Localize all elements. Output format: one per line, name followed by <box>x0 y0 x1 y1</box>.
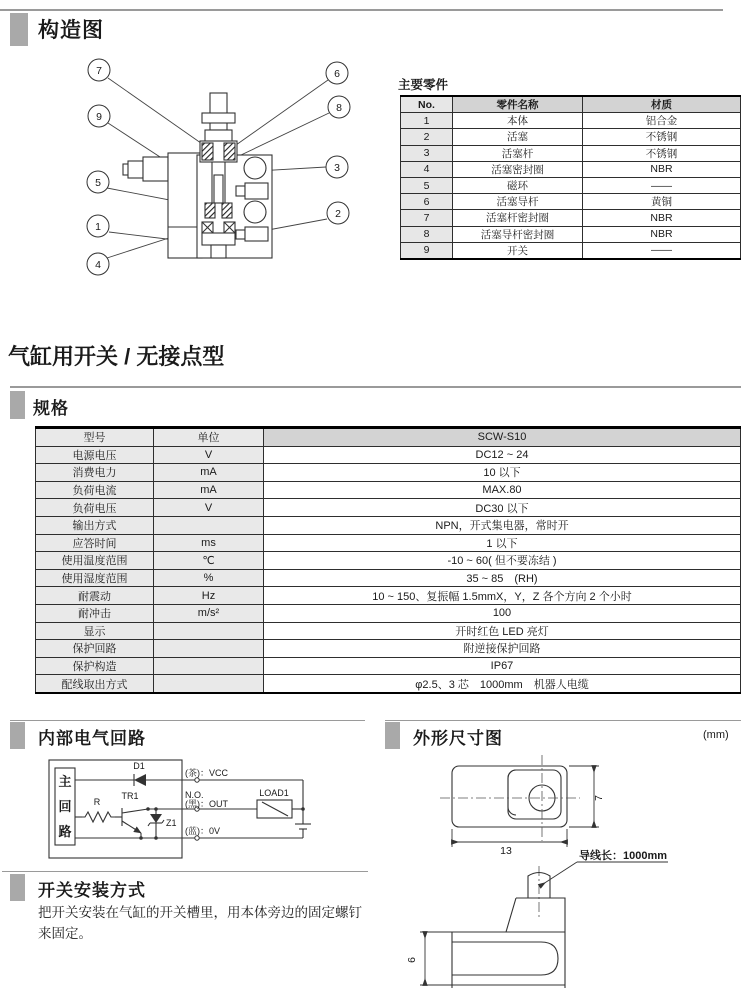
parts-row <box>401 113 741 129</box>
callout-9: 9 <box>96 111 102 123</box>
spec-row <box>36 464 741 482</box>
spec-header-model: 型号 <box>36 428 154 447</box>
dimension-lines <box>420 766 599 985</box>
spec-unit: Hz <box>154 587 264 605</box>
svg-text:主: 主 <box>58 774 72 789</box>
spec-unit: mA <box>154 481 264 499</box>
svg-text:回: 回 <box>58 799 72 814</box>
mounting-top-rule <box>2 871 368 872</box>
main-circuit-label <box>58 774 71 839</box>
lead-length-callout <box>540 848 668 886</box>
product-heading: 气缸用开关 / 无接点型 <box>8 344 225 369</box>
part-material: NBR <box>583 226 741 242</box>
cylinder-body-drawing <box>123 93 272 258</box>
part-name: 活塞杆 <box>453 145 583 161</box>
side-view <box>452 873 565 989</box>
parts-title: 主要零件 <box>398 78 449 92</box>
callout-7: 7 <box>96 65 102 77</box>
spec-unit: V <box>154 499 264 517</box>
callout-8: 8 <box>336 102 342 114</box>
section-marker-circuit <box>10 722 25 749</box>
part-name: 活塞密封圈 <box>453 161 583 177</box>
parts-table <box>400 95 741 260</box>
spec-label: 使用温度范围 <box>36 552 154 570</box>
callout-5: 5 <box>95 177 101 189</box>
callout-1: 1 <box>95 221 101 233</box>
label-vcc: (茶)：VCC <box>185 768 228 778</box>
part-name: 本体 <box>453 113 583 129</box>
parts-row <box>401 210 741 226</box>
part-name: 开关 <box>453 242 583 259</box>
spec-unit: V <box>154 446 264 464</box>
parts-header-no: No. <box>401 96 453 113</box>
parts-header-name: 零件名称 <box>453 96 583 113</box>
spec-label: 保护回路 <box>36 640 154 658</box>
spec-label: 耐震动 <box>36 587 154 605</box>
label-load1: LOAD1 <box>259 788 289 798</box>
specs-section-title: 规格 <box>33 399 69 418</box>
label-out: (黑)：OUT <box>185 799 228 809</box>
label-r: R <box>93 797 101 807</box>
spec-value: 10 以下 <box>264 464 741 482</box>
spec-label: 配线取出方式 <box>36 675 154 693</box>
parts-row <box>401 145 741 161</box>
mounting-instructions: 把开关安装在气缸的开关槽里，用本体旁边的固定螺钉来固定。 <box>38 905 362 941</box>
part-no: 2 <box>401 129 453 145</box>
spec-value: 10 ~ 150、复振幅 1.5mmX，Y，Z 各个方向 2 个小时 <box>264 587 741 605</box>
parts-row <box>401 194 741 210</box>
spec-label: 显示 <box>36 622 154 640</box>
spec-row <box>36 675 741 693</box>
spec-row <box>36 569 741 587</box>
spec-row <box>36 552 741 570</box>
spec-value: 附逆接保护回路 <box>264 640 741 658</box>
structure-diagram <box>60 55 380 300</box>
spec-row <box>36 481 741 499</box>
spec-row <box>36 657 741 675</box>
part-material: —— <box>583 242 741 259</box>
part-name: 活塞导杆密封圈 <box>453 226 583 242</box>
part-no: 4 <box>401 161 453 177</box>
dims-top-rule <box>385 720 741 721</box>
lead-length-label: 导线长：1000mm <box>579 850 668 862</box>
callout-4: 4 <box>95 259 101 271</box>
part-no: 3 <box>401 145 453 161</box>
circuit-top-rule <box>10 720 365 721</box>
part-material: 铝合金 <box>583 113 741 129</box>
label-no: N.O. <box>185 790 204 800</box>
label-z1: Z1 <box>166 818 177 828</box>
section-marker-mounting <box>10 874 25 901</box>
spec-value: IP67 <box>264 657 741 675</box>
spec-label: 输出方式 <box>36 516 154 534</box>
spec-unit <box>154 622 264 640</box>
label-ov: (蓝)：0V <box>185 826 221 836</box>
parts-header-material: 材质 <box>583 96 741 113</box>
part-name: 活塞导杆 <box>453 194 583 210</box>
centerlines <box>440 755 580 920</box>
specs-top-rule <box>10 386 741 388</box>
spec-label: 电源电压 <box>36 446 154 464</box>
part-name: 磁环 <box>453 177 583 193</box>
spec-label: 负荷电流 <box>36 481 154 499</box>
spec-label: 保护构造 <box>36 657 154 675</box>
section-marker-specs <box>10 391 25 419</box>
spec-value: φ2.5、3 芯 1000mm 机器人电缆 <box>264 675 741 693</box>
spec-value: DC12 ~ 24 <box>264 446 741 464</box>
parts-row <box>401 242 741 259</box>
dim-width-13: 13 <box>500 845 512 857</box>
spec-value: 100 <box>264 604 741 622</box>
label-tr1: TR1 <box>121 791 139 801</box>
callout-2: 2 <box>335 208 341 220</box>
structure-section-title: 构造图 <box>38 19 104 42</box>
top-view <box>452 766 567 827</box>
circuit-section-title: 内部电气回路 <box>38 729 146 748</box>
spec-row <box>36 587 741 605</box>
mounting-section-title: 开关安装方式 <box>38 881 146 900</box>
top-rule <box>0 9 723 11</box>
spec-row <box>36 516 741 534</box>
spec-value: DC30 以下 <box>264 499 741 517</box>
spec-row <box>36 640 741 658</box>
part-name: 活塞 <box>453 129 583 145</box>
spec-header-row <box>36 428 741 447</box>
spec-unit: m/s² <box>154 604 264 622</box>
spec-value: 1 以下 <box>264 534 741 552</box>
parts-row <box>401 177 741 193</box>
dims-unit-note: (mm) <box>703 729 729 741</box>
svg-text:路: 路 <box>58 824 72 839</box>
spec-unit: % <box>154 569 264 587</box>
spec-value: 开时红色 LED 亮灯 <box>264 622 741 640</box>
dimension-drawing <box>398 748 741 1003</box>
section-marker-dims <box>385 722 400 749</box>
spec-label: 负荷电压 <box>36 499 154 517</box>
spec-unit: mA <box>154 464 264 482</box>
spec-label: 使用湿度范围 <box>36 569 154 587</box>
section-marker-structure <box>10 13 28 46</box>
part-no: 6 <box>401 194 453 210</box>
spec-unit <box>154 657 264 675</box>
spec-value: NPN，开式集电器，常时开 <box>264 516 741 534</box>
part-no: 1 <box>401 113 453 129</box>
spec-unit <box>154 675 264 693</box>
part-name: 活塞杆密封圈 <box>453 210 583 226</box>
spec-value: 35 ~ 85 (RH) <box>264 569 741 587</box>
dim-height-7: 7 <box>593 795 605 801</box>
spec-row <box>36 622 741 640</box>
label-d1: D1 <box>133 761 145 771</box>
spec-label: 耐冲击 <box>36 604 154 622</box>
dims-section-title: 外形尺寸图 <box>413 729 503 748</box>
spec-unit <box>154 516 264 534</box>
spec-value: MAX.80 <box>264 481 741 499</box>
spec-value: -10 ~ 60( 但不要冻结 ) <box>264 552 741 570</box>
spec-header-unit: 单位 <box>154 428 264 447</box>
parts-row <box>401 129 741 145</box>
spec-unit <box>154 640 264 658</box>
part-no: 5 <box>401 177 453 193</box>
part-material: 黄铜 <box>583 194 741 210</box>
diode-symbol <box>134 774 146 786</box>
circuit-diagram <box>38 754 370 864</box>
spec-table <box>35 426 741 694</box>
dim-height-6: 6 <box>406 957 418 963</box>
spec-unit: ms <box>154 534 264 552</box>
part-material: NBR <box>583 210 741 226</box>
parts-row <box>401 161 741 177</box>
part-no: 7 <box>401 210 453 226</box>
spec-row <box>36 534 741 552</box>
part-material: 不锈钢 <box>583 145 741 161</box>
parts-header-row <box>401 96 741 113</box>
part-material: 不锈钢 <box>583 129 741 145</box>
spec-label: 应答时间 <box>36 534 154 552</box>
part-no: 8 <box>401 226 453 242</box>
callout-6: 6 <box>334 68 340 80</box>
part-material: —— <box>583 177 741 193</box>
parts-row <box>401 226 741 242</box>
spec-row <box>36 446 741 464</box>
spec-row <box>36 499 741 517</box>
zener-symbol <box>150 814 162 823</box>
spec-unit: ℃ <box>154 552 264 570</box>
callout-3: 3 <box>334 162 340 174</box>
part-material: NBR <box>583 161 741 177</box>
part-no: 9 <box>401 242 453 259</box>
spec-label: 消费电力 <box>36 464 154 482</box>
spec-row <box>36 604 741 622</box>
spec-header-value: SCW-S10 <box>264 428 741 447</box>
